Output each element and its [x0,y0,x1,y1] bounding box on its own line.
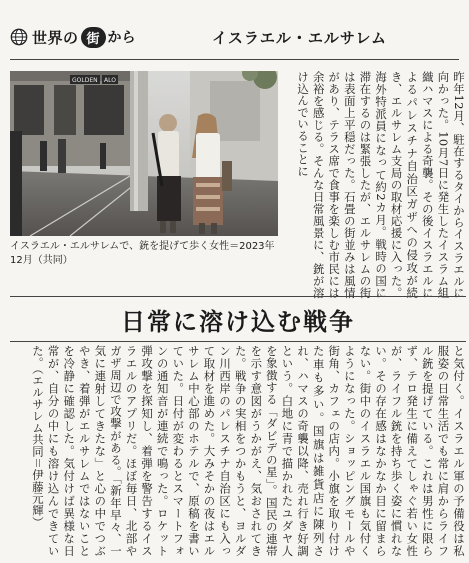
article-headline [10,296,466,342]
article-body-continued: と気付く。イスラエル軍の予備役は私服姿の日常生活でも常に肩からライフル銃を提げている。これは男性に限らず、テロ発生に備えてしゃぐ若い女性が、ライフル銃を持ち歩く姿に慣れない。その存在感はなかなか目に留まらない。街中のイスラエル国旗も気付くようになった。ショッピングモールや街角、カフェの店内。小旗を取り付けた車も多い。国旗は雑貨店に陳列され、ハマスの奇襲以降、売れ行き好調という。白地に青で描かれたユダヤ人を象徴する「ダビデの星」。国民の連帯を示す意図がうかがえ、気おされてきた。戦争の実相をつかもうと、ヨルダン川西岸のパレスチナ自治区にも入って取材を進めた。大みそかの夜はエルサレム中心部のホテルで、原稿を書いていた。日付が変わるとスマートフォンの通知音が連続で鳴った。ロケット弾攻撃を探知し、着弾を警告するイスラエルのアプリだ。ほぼ毎日、北部やガザ周辺で攻撃がある。「新年早々、一気に連射してきたな」と心の中でつぶやき、着弾がエルサレムではないことを冷静に確認した。気付けば異様な日常が、自分の中にも溶け込んできていた。 [30,345,466,557]
series-title-suffix: から [107,30,136,46]
headline-text: 日常に溶け込む戦争 [121,306,355,336]
series-title-prefix: 世界の [32,28,79,47]
article-text-bottom [10,345,466,557]
street-scene-image [10,71,278,236]
shop-sign-alo: ALO [104,77,116,84]
shop-sign-golden: GOLDEN [72,77,98,84]
article-text-top: 昨年12月、駐在するタイからイスラエルに向かった。10月7日に発生したイスラム組織ハマスによる奇襲。その後イスラエルによるパレスチナ自治区ガザへの侵攻が続き、エルサレム支局の取材応援に入った。海外特派員になって約2カ月。戦時の国に滞在するのは緊張したが、エルサレムの街は表面上平穏だった。石畳の街並みは風情があり、テラス席で食事を楽しむ市民には余裕を感じる。そんな日常風景に、銃が溶け込んでいることに [296,71,466,299]
globe-icon [10,28,28,46]
news-photo [10,71,278,236]
series-logo [10,24,136,50]
series-title-badge: 街 [81,27,106,48]
photo-caption: イスラエル・エルサレムで、銃を提げて歩く女性＝2023年12月（共同） [10,241,275,266]
byline-credit: （エルサレム共同＝伊藤元輝） [30,368,45,529]
header-rule [10,59,459,60]
dateline-location: イスラエル・エルサレム [212,29,387,47]
